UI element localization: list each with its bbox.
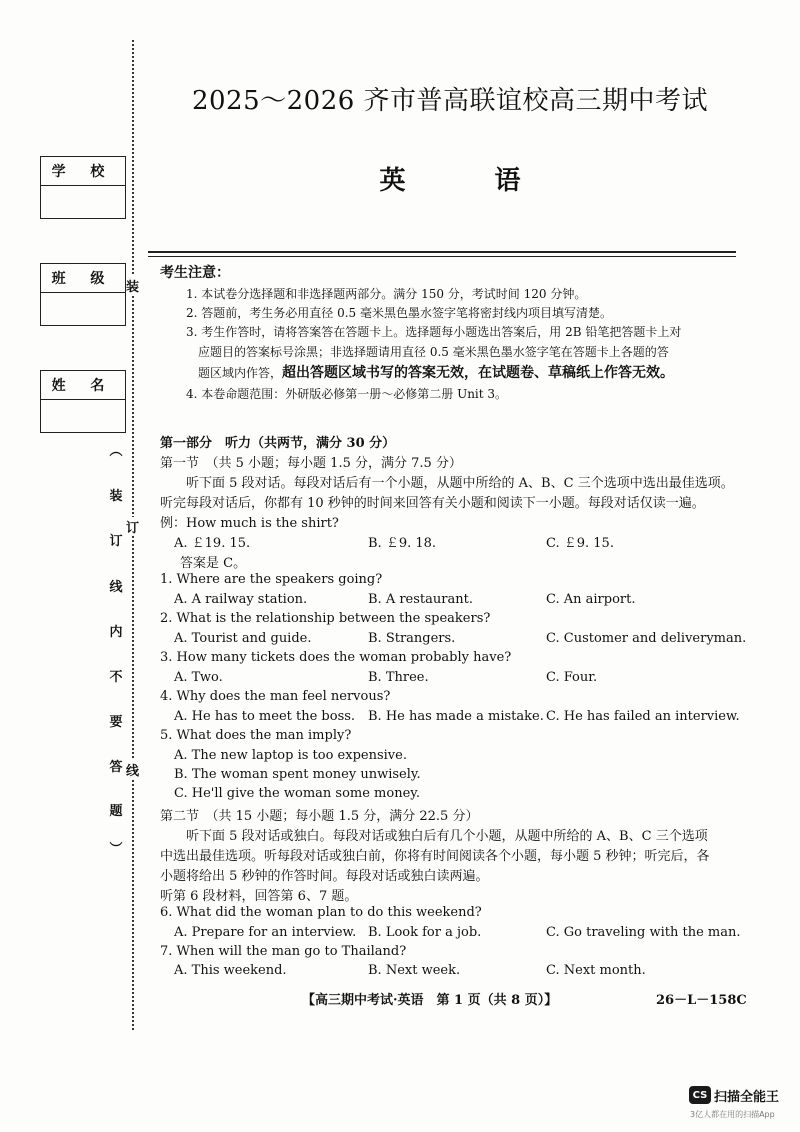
q1-option-c: C. An airport. xyxy=(546,592,636,607)
vertical-note-char: 要 xyxy=(109,715,123,730)
notice-item: 3. 考生作答时，请将答案答在答题卡上。选择题每小题选出答案后，用 2B 铅笔把答题卡上对 xyxy=(186,325,682,339)
q2-option-a: A. Tourist and guide. xyxy=(174,631,312,646)
question-7: 7. When will the man go to Thailand? xyxy=(160,944,407,959)
q4-option-a: A. He has to meet the boss. xyxy=(174,709,356,724)
question-1: 1. Where are the speakers going? xyxy=(160,572,383,587)
question-5: 5. What does the man imply? xyxy=(160,728,352,743)
example-answer: 答案是 C。 xyxy=(180,556,247,571)
q2-option-c: C. Customer and deliveryman. xyxy=(546,631,747,646)
binding-word-zhuang: 装 xyxy=(126,276,139,295)
page-footer: 【高三期中考试·英语 第 1 页（共 8 页）】 xyxy=(302,993,558,1008)
q6-option-c: C. Go traveling with the man. xyxy=(546,925,741,940)
q6-option-b: B. Look for a job. xyxy=(368,925,482,940)
name-label: 姓 名 xyxy=(41,371,125,400)
q2-option-b: B. Strangers. xyxy=(368,631,456,646)
section2-instruction: 小题将给出 5 秒钟的作答时间。每段对话或独白读两遍。 xyxy=(160,869,489,884)
example-question: 例：How much is the shirt? xyxy=(160,516,339,531)
question-6: 6. What did the woman plan to do this weekend? xyxy=(160,905,482,920)
school-label: 学 校 xyxy=(41,157,125,186)
q6-option-a: A. Prepare for an interview. xyxy=(174,925,357,940)
watermark-tagline: 3亿人都在用的扫描App xyxy=(690,1110,775,1119)
notice-item xyxy=(198,362,674,382)
section2-material-note: 听第 6 段材料，回答第 6、7 题。 xyxy=(160,889,358,904)
section1-instruction: 听完每段对话后，你都有 10 秒钟的时间来回答有关小题和阅读下一小题。每段对话仅读一遍。 xyxy=(160,496,705,511)
q7-option-c: C. Next month. xyxy=(546,963,646,978)
notice-item: 2. 答题前，考生务必用直径 0.5 毫米黑色墨水签字笔将密封线内项目填写清楚。 xyxy=(186,306,612,320)
section1-instruction: 听下面 5 段对话。每段对话后有一个小题，从题中所给的 A、B、C 三个选项中选出最佳选项。 xyxy=(186,476,734,491)
q3-option-c: C. Four. xyxy=(546,670,598,685)
class-input[interactable] xyxy=(41,293,125,325)
section2-heading: 第二节 （共 15 小题；每小题 1.5 分，满分 22.5 分） xyxy=(160,809,479,824)
q4-option-c: C. He has failed an interview. xyxy=(546,709,740,724)
vertical-note-char: ︶ xyxy=(109,842,123,857)
section1-heading: 第一节 （共 5 小题；每小题 1.5 分，满分 7.5 分） xyxy=(160,456,462,471)
class-label: 班 级 xyxy=(41,264,125,293)
section2-instruction: 中选出最佳选项。听每段对话或独白前，你将有时间阅读各个小题，每小题 5 秒钟；听完后，各 xyxy=(160,849,710,864)
header-divider xyxy=(148,256,736,257)
q7-option-b: B. Next week. xyxy=(368,963,461,978)
section2-instruction: 听下面 5 段对话或独白。每段对话或独白后有几个小题，从题中所给的 A、B、C 三个选项 xyxy=(186,829,708,844)
paper-code: 26－L－158C xyxy=(656,993,747,1008)
subject-title: 英 语 xyxy=(379,166,561,196)
camscanner-logo-icon: CS xyxy=(689,1086,711,1104)
q4-option-b: B. He has made a mistake. xyxy=(368,709,544,724)
notice-item-part: 题区域内作答， xyxy=(198,366,283,380)
vertical-note-char: 订 xyxy=(109,534,123,549)
q3-option-a: A. Two. xyxy=(174,670,223,685)
notice-warning: 超出答题区域书写的答案无效，在试题卷、草稿纸上作答无效。 xyxy=(282,365,675,381)
header-divider xyxy=(148,251,736,253)
q1-option-a: A. A railway station. xyxy=(174,592,308,607)
q5-option-a: A. The new laptop is too expensive. xyxy=(174,748,407,763)
notice-item: 1. 本试卷分选择题和非选择题两部分。满分 150 分，考试时间 120 分钟。 xyxy=(186,287,587,301)
binding-word-xian: 线 xyxy=(126,760,139,779)
q3-option-b: B. Three. xyxy=(368,670,429,685)
name-field[interactable] xyxy=(40,370,126,433)
part1-heading: 第一部分 听力（共两节，满分 30 分） xyxy=(160,436,396,451)
example-option-b: B. ￡9. 18. xyxy=(368,536,437,551)
vertical-note-char: ︵ xyxy=(109,444,123,459)
vertical-note-char: 装 xyxy=(109,489,123,504)
question-3: 3. How many tickets does the woman probably have? xyxy=(160,650,512,665)
watermark-name: 扫描全能王 xyxy=(714,1090,780,1105)
vertical-note-char: 题 xyxy=(109,804,123,819)
question-2: 2. What is the relationship between the speakers? xyxy=(160,611,491,626)
exam-title: 2025～2026 齐市普高联谊校高三期中考试 xyxy=(191,86,709,116)
example-option-c: C. ￡9. 15. xyxy=(546,536,614,551)
q5-option-b: B. The woman spent money unwisely. xyxy=(174,767,421,782)
notice-item: 应题目的答案标号涂黑；非选择题请用直径 0.5 毫米黑色墨水签字笔在答题卡上各题的答 xyxy=(198,345,669,359)
notice-item: 4. 本卷命题范围：外研版必修第一册～必修第二册 Unit 3。 xyxy=(186,387,508,401)
q7-option-a: A. This weekend. xyxy=(174,963,287,978)
vertical-note-char: 答 xyxy=(109,760,123,775)
q1-option-b: B. A restaurant. xyxy=(368,592,473,607)
binding-word-ding: 订 xyxy=(126,517,139,536)
school-field[interactable] xyxy=(40,156,126,219)
name-input[interactable] xyxy=(41,400,125,432)
class-field[interactable] xyxy=(40,263,126,326)
vertical-note-char: 内 xyxy=(109,625,123,640)
example-option-a: A. ￡19. 15. xyxy=(174,536,251,551)
vertical-note-char: 线 xyxy=(109,580,123,595)
question-4: 4. Why does the man feel nervous? xyxy=(160,689,391,704)
school-input[interactable] xyxy=(41,186,125,218)
vertical-note-char: 不 xyxy=(109,670,123,685)
notice-heading: 考生注意： xyxy=(160,265,230,281)
q5-option-c: C. He'll give the woman some money. xyxy=(174,786,421,801)
